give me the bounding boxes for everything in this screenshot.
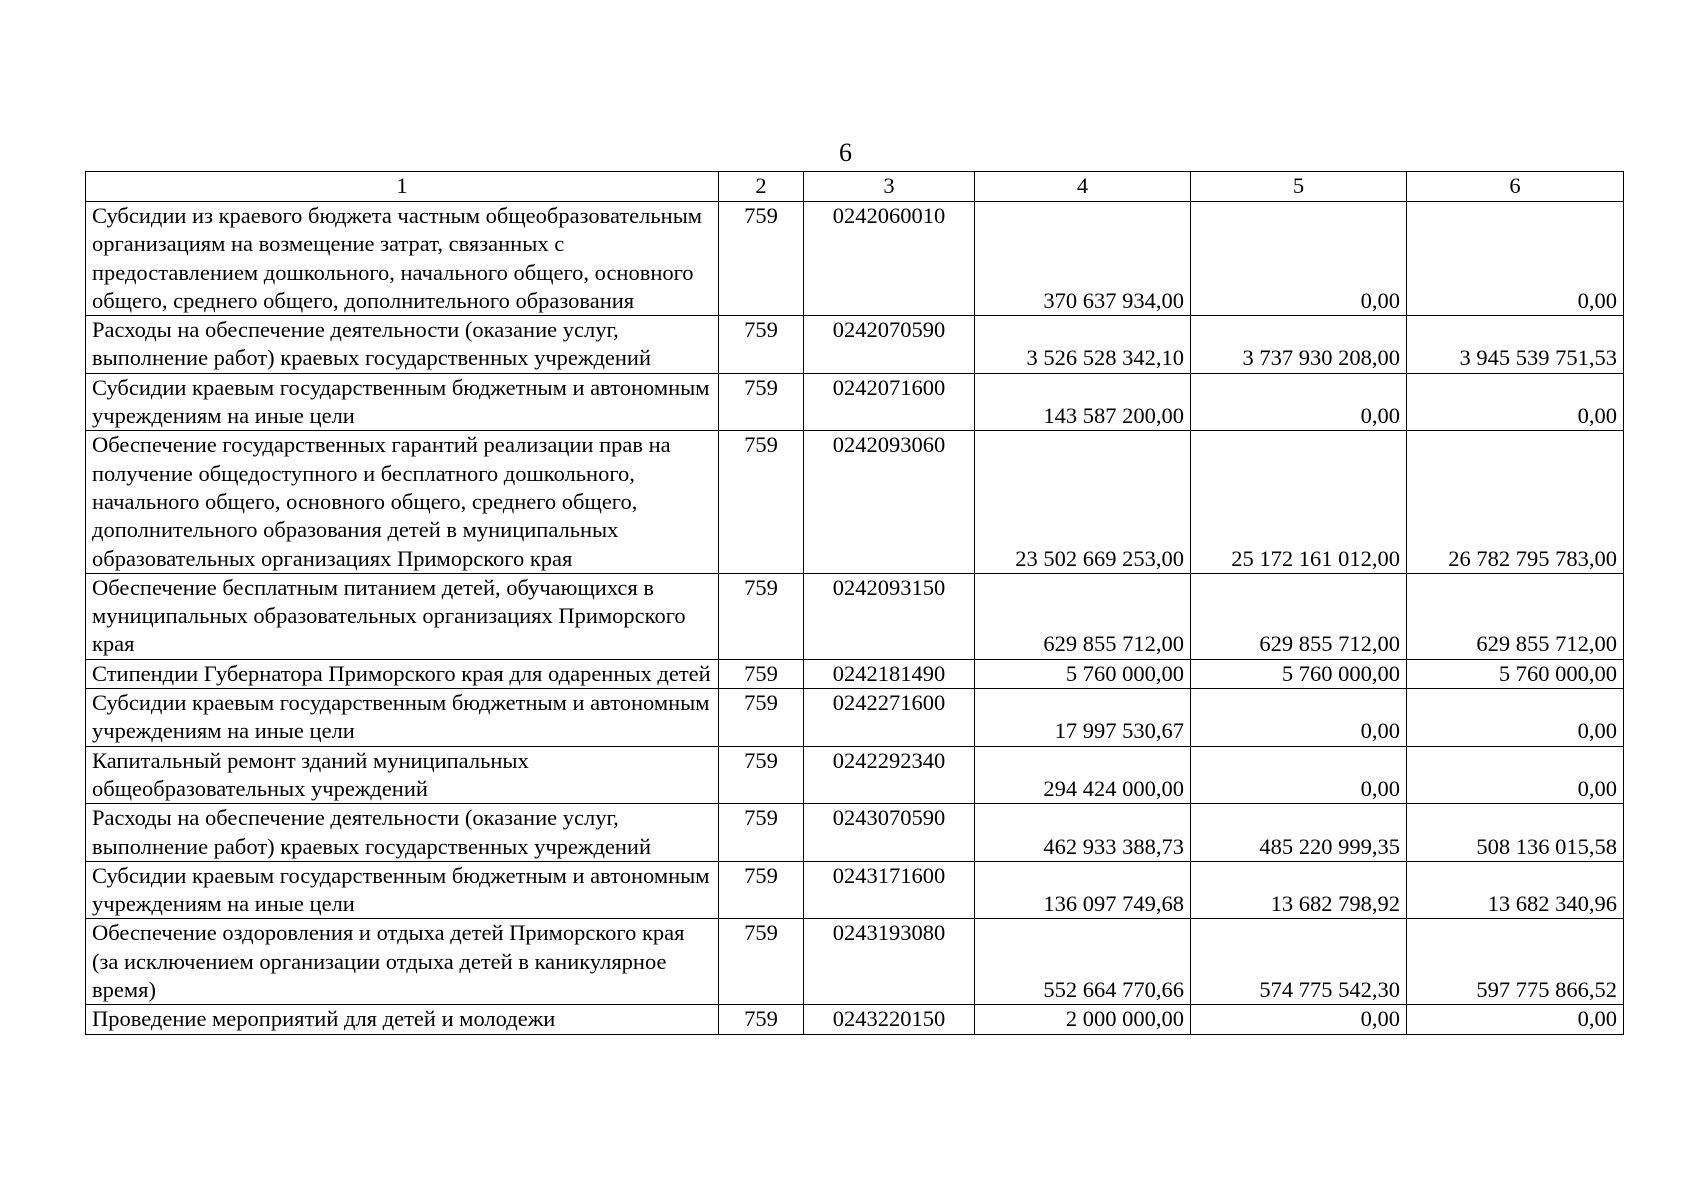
expense-name: Обеспечение бесплатным питанием детей, обучающихся в муниципальных образовательных организациях Приморского края: [86, 573, 719, 659]
target-article-code: 0243171600: [804, 861, 975, 919]
admin-code: 759: [719, 659, 804, 688]
amount-year-1: 23 502 669 253,00: [975, 431, 1191, 573]
target-article-code: 0242071600: [804, 373, 975, 431]
expense-name: Капитальный ремонт зданий муниципальных общеобразовательных учреждений: [86, 746, 719, 804]
column-number-row: [86, 172, 1624, 202]
column-number: 6: [1407, 172, 1624, 202]
target-article-code: 0242070590: [804, 316, 975, 374]
amount-year-3: 629 855 712,00: [1407, 573, 1624, 659]
admin-code: 759: [719, 1005, 804, 1034]
amount-year-2: 0,00: [1191, 689, 1407, 747]
target-article-code: 0242093060: [804, 431, 975, 573]
budget-table: [85, 171, 1624, 1035]
admin-code: 759: [719, 431, 804, 573]
amount-year-3: 0,00: [1407, 1005, 1624, 1034]
table-row: [86, 919, 1624, 1005]
amount-year-2: 0,00: [1191, 746, 1407, 804]
admin-code: 759: [719, 202, 804, 316]
table-row: [86, 373, 1624, 431]
target-article-code: 0242271600: [804, 689, 975, 747]
table-row: [86, 746, 1624, 804]
table-row: [86, 804, 1624, 862]
target-article-code: 0243070590: [804, 804, 975, 862]
amount-year-3: 508 136 015,58: [1407, 804, 1624, 862]
amount-year-1: 2 000 000,00: [975, 1005, 1191, 1034]
amount-year-1: 370 637 934,00: [975, 202, 1191, 316]
admin-code: 759: [719, 573, 804, 659]
table-row: [86, 689, 1624, 747]
column-number: 2: [719, 172, 804, 202]
target-article-code: 0242060010: [804, 202, 975, 316]
target-article-code: 0243220150: [804, 1005, 975, 1034]
amount-year-2: 25 172 161 012,00: [1191, 431, 1407, 573]
amount-year-3: 0,00: [1407, 746, 1624, 804]
expense-name: Обеспечение оздоровления и отдыха детей Приморского края (за исключением организации отдыха детей в каникулярное время): [86, 919, 719, 1005]
column-number: 4: [975, 172, 1191, 202]
amount-year-1: 136 097 749,68: [975, 861, 1191, 919]
target-article-code: 0242292340: [804, 746, 975, 804]
amount-year-1: 5 760 000,00: [975, 659, 1191, 688]
expense-name: Субсидии краевым государственным бюджетным и автономным учреждениям на иные цели: [86, 689, 719, 747]
admin-code: 759: [719, 919, 804, 1005]
amount-year-1: 17 997 530,67: [975, 689, 1191, 747]
amount-year-2: 574 775 542,30: [1191, 919, 1407, 1005]
amount-year-2: 0,00: [1191, 373, 1407, 431]
amount-year-2: 629 855 712,00: [1191, 573, 1407, 659]
table-row: [86, 316, 1624, 374]
target-article-code: 0242093150: [804, 573, 975, 659]
expense-name: Субсидии из краевого бюджета частным общеобразовательным организациям на возмещение затрат, связанных с предоставлением дошкольного, начального общего, основного общего, среднего общего, дополнительного образования: [86, 202, 719, 316]
amount-year-3: 0,00: [1407, 373, 1624, 431]
amount-year-3: 597 775 866,52: [1407, 919, 1624, 1005]
amount-year-3: 3 945 539 751,53: [1407, 316, 1624, 374]
expense-name: Расходы на обеспечение деятельности (оказание услуг, выполнение работ) краевых государственных учреждений: [86, 316, 719, 374]
table-row: [86, 202, 1624, 316]
amount-year-2: 0,00: [1191, 202, 1407, 316]
table-row: [86, 659, 1624, 688]
amount-year-1: 629 855 712,00: [975, 573, 1191, 659]
amount-year-3: 0,00: [1407, 689, 1624, 747]
amount-year-1: 552 664 770,66: [975, 919, 1191, 1005]
expense-name: Обеспечение государственных гарантий реализации прав на получение общедоступного и бесплатного дошкольного, начального общего, основного общего, среднего общего, дополнительного образования детей в муниципальных образовательных организациях Приморского края: [86, 431, 719, 573]
expense-name: Стипендии Губернатора Приморского края для одаренных детей: [86, 659, 719, 688]
amount-year-2: 13 682 798,92: [1191, 861, 1407, 919]
expense-name: Субсидии краевым государственным бюджетным и автономным учреждениям на иные цели: [86, 373, 719, 431]
amount-year-1: 143 587 200,00: [975, 373, 1191, 431]
admin-code: 759: [719, 373, 804, 431]
amount-year-1: 294 424 000,00: [975, 746, 1191, 804]
admin-code: 759: [719, 746, 804, 804]
column-number: 3: [804, 172, 975, 202]
table-row: [86, 573, 1624, 659]
column-number: 1: [86, 172, 719, 202]
amount-year-3: 0,00: [1407, 202, 1624, 316]
page-number: 6: [839, 138, 852, 167]
amount-year-2: 5 760 000,00: [1191, 659, 1407, 688]
table-row: [86, 1005, 1624, 1034]
target-article-code: 0242181490: [804, 659, 975, 688]
admin-code: 759: [719, 804, 804, 862]
amount-year-1: 462 933 388,73: [975, 804, 1191, 862]
expense-name: Проведение мероприятий для детей и молодежи: [86, 1005, 719, 1034]
admin-code: 759: [719, 689, 804, 747]
table-row: [86, 431, 1624, 573]
expense-name: Расходы на обеспечение деятельности (оказание услуг, выполнение работ) краевых государственных учреждений: [86, 804, 719, 862]
amount-year-2: 0,00: [1191, 1005, 1407, 1034]
amount-year-2: 485 220 999,35: [1191, 804, 1407, 862]
amount-year-3: 5 760 000,00: [1407, 659, 1624, 688]
table-row: [86, 861, 1624, 919]
amount-year-1: 3 526 528 342,10: [975, 316, 1191, 374]
admin-code: 759: [719, 316, 804, 374]
expense-name: Субсидии краевым государственным бюджетным и автономным учреждениям на иные цели: [86, 861, 719, 919]
amount-year-2: 3 737 930 208,00: [1191, 316, 1407, 374]
target-article-code: 0243193080: [804, 919, 975, 1005]
amount-year-3: 13 682 340,96: [1407, 861, 1624, 919]
column-number: 5: [1191, 172, 1407, 202]
amount-year-3: 26 782 795 783,00: [1407, 431, 1624, 573]
admin-code: 759: [719, 861, 804, 919]
